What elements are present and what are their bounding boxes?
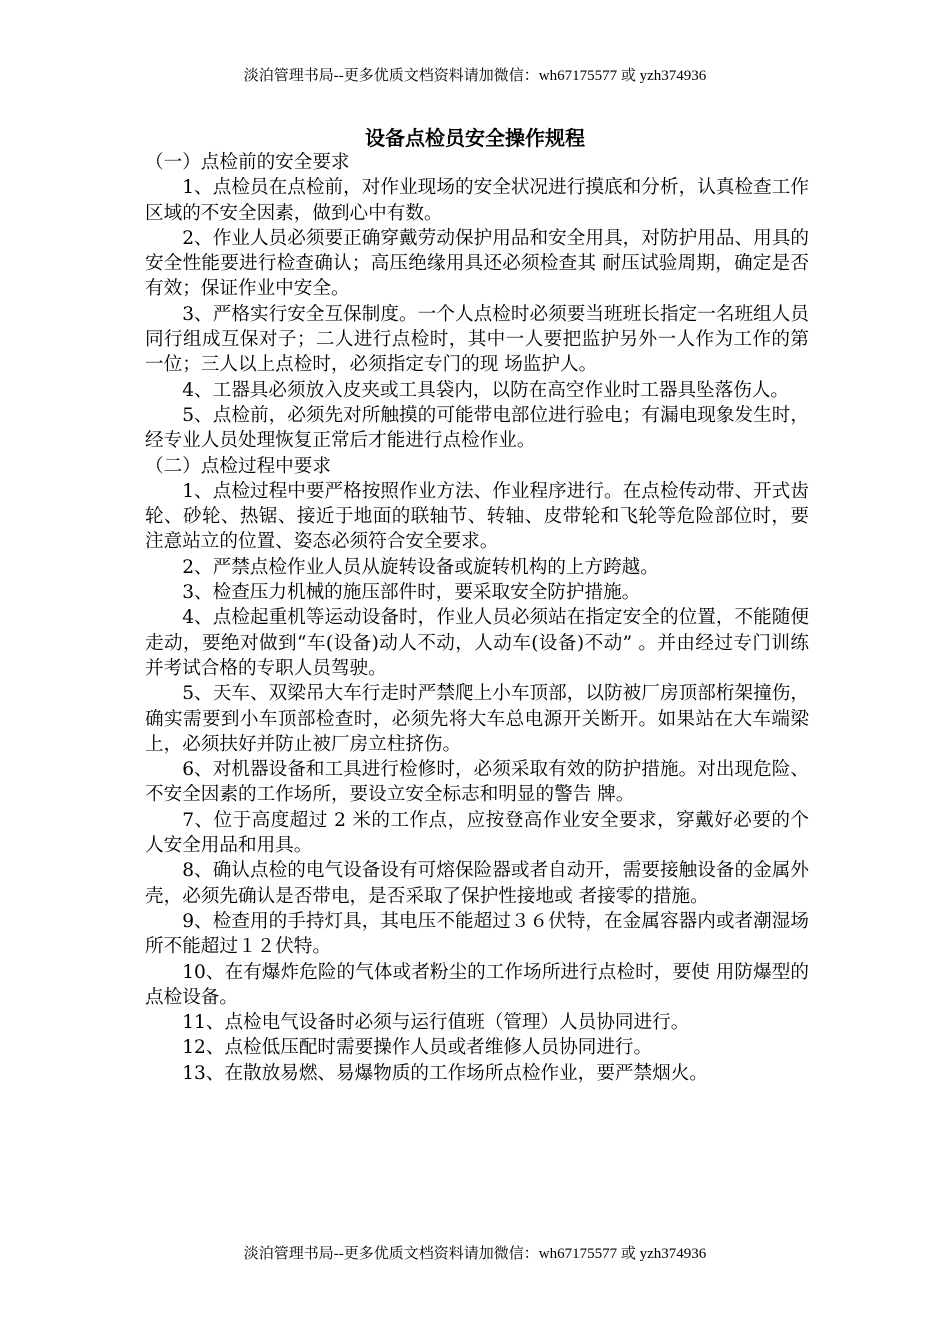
paragraph: 6、对机器设备和工具进行检修时，必须采取有效的防护措施。对出现危险、不安全因素的工作场所，要设立安全标志和明显的警告 牌。 <box>145 759 809 806</box>
document-title: 设备点检员安全操作规程 <box>365 126 585 150</box>
paragraph: 5、点检前，必须先对所触摸的可能带电部位进行验电；有漏电现象发生时，经专业人员处理恢复正常后才能进行点检作业。 <box>145 404 809 452</box>
paragraph: 13、在散放易燃、易爆物质的工作场所点检作业，要严禁烟火。 <box>182 1062 708 1084</box>
paragraph: 12、点检低压配时需要操作人员或者维修人员协同进行。 <box>182 1037 653 1059</box>
paragraph: 4、工器具必须放入皮夹或工具袋内，以防在高空作业时工器具坠落伤人。 <box>182 379 790 401</box>
paragraph: 4、点检起重机等运动设备时，作业人员必须站在指定安全的位置，不能随便走动，要绝对做到“车(设备)动人不动，人动车(设备)不动” 。并由经过专门训练并考试合格的专职人员驾驶。 <box>145 607 809 679</box>
paragraph: 2、严禁点检作业人员从旋转设备或旋转机构的上方跨越。 <box>182 556 659 578</box>
paragraph: 10、在有爆炸危险的气体或者粉尘的工作场所进行点检时，要使 用防爆型的点检设备。 <box>145 961 809 1008</box>
document-body <box>145 150 809 1086</box>
paragraph: 9、检查用的手持灯具，其电压不能超过３６伏特，在金属容器内或者潮湿场所不能超过１２伏特。 <box>145 910 809 958</box>
paragraph: 11、点检电气设备时必须与运行值班（管理）人员协同进行。 <box>182 1012 690 1034</box>
section-heading-1: （一）点检前的安全要求 <box>145 152 350 173</box>
page-footer: 淡泊管理书局--更多优质文档资料请加微信：wh67175577 或 yzh374936 <box>243 1246 707 1262</box>
page-header: 淡泊管理书局--更多优质文档资料请加微信：wh67175577 或 yzh374936 <box>243 68 707 84</box>
paragraph: 3、严格实行安全互保制度。一个人点检时必须要当班班长指定一名班组人员同行组成互保对子；二人进行点检时，其中一人要把监护另外一人作为工作的第一位；三人以上点检时，必须指定专门的现 场监护人。 <box>145 303 809 376</box>
paragraph: 3、检查压力机械的施压部件时，要采取安全防护措施。 <box>182 582 641 604</box>
paragraph: 7、位于高度超过 2 米的工作点，应按登高作业安全要求，穿戴好必要的个人安全用品和用具。 <box>145 809 809 857</box>
paragraph: 8、确认点检的电气设备设有可熔保险器或者自动开，需要接触设备的金属外壳，必须先确认是否带电，是否采取了保护性接地或 者接零的措施。 <box>145 860 809 907</box>
paragraph: 1、点检员在点检前，对作业现场的安全状况进行摸底和分析，认真检查工作区域的不安全因素，做到心中有数。 <box>145 177 809 224</box>
paragraph: 1、点检过程中要严格按照作业方法、作业程序进行。在点检传动带、开式齿轮、砂轮、热锯、接近于地面的联轴节、转轴、皮带轮和飞轮等危险部位时，要注意站立的位置、姿态必须符合安全要求。 <box>145 480 809 553</box>
section-heading-2: （二）点检过程中要求 <box>145 455 331 477</box>
paragraph: 2、作业人员必须要正确穿戴劳动保护用品和安全用具，对防护用品、用具的安全性能要进行检查确认；高压绝缘用具还必须检查其 耐压试验周期，确定是否有效；保证作业中安全。 <box>145 227 809 300</box>
paragraph: 5、天车、双梁吊大车行走时严禁爬上小车顶部，以防被厂房顶部桁架撞伤，确实需要到小车顶部检查时，必须先将大车总电源开关断开。如果站在大车端梁上，必须扶好并防止被厂房立柱挤伤。 <box>145 683 809 755</box>
